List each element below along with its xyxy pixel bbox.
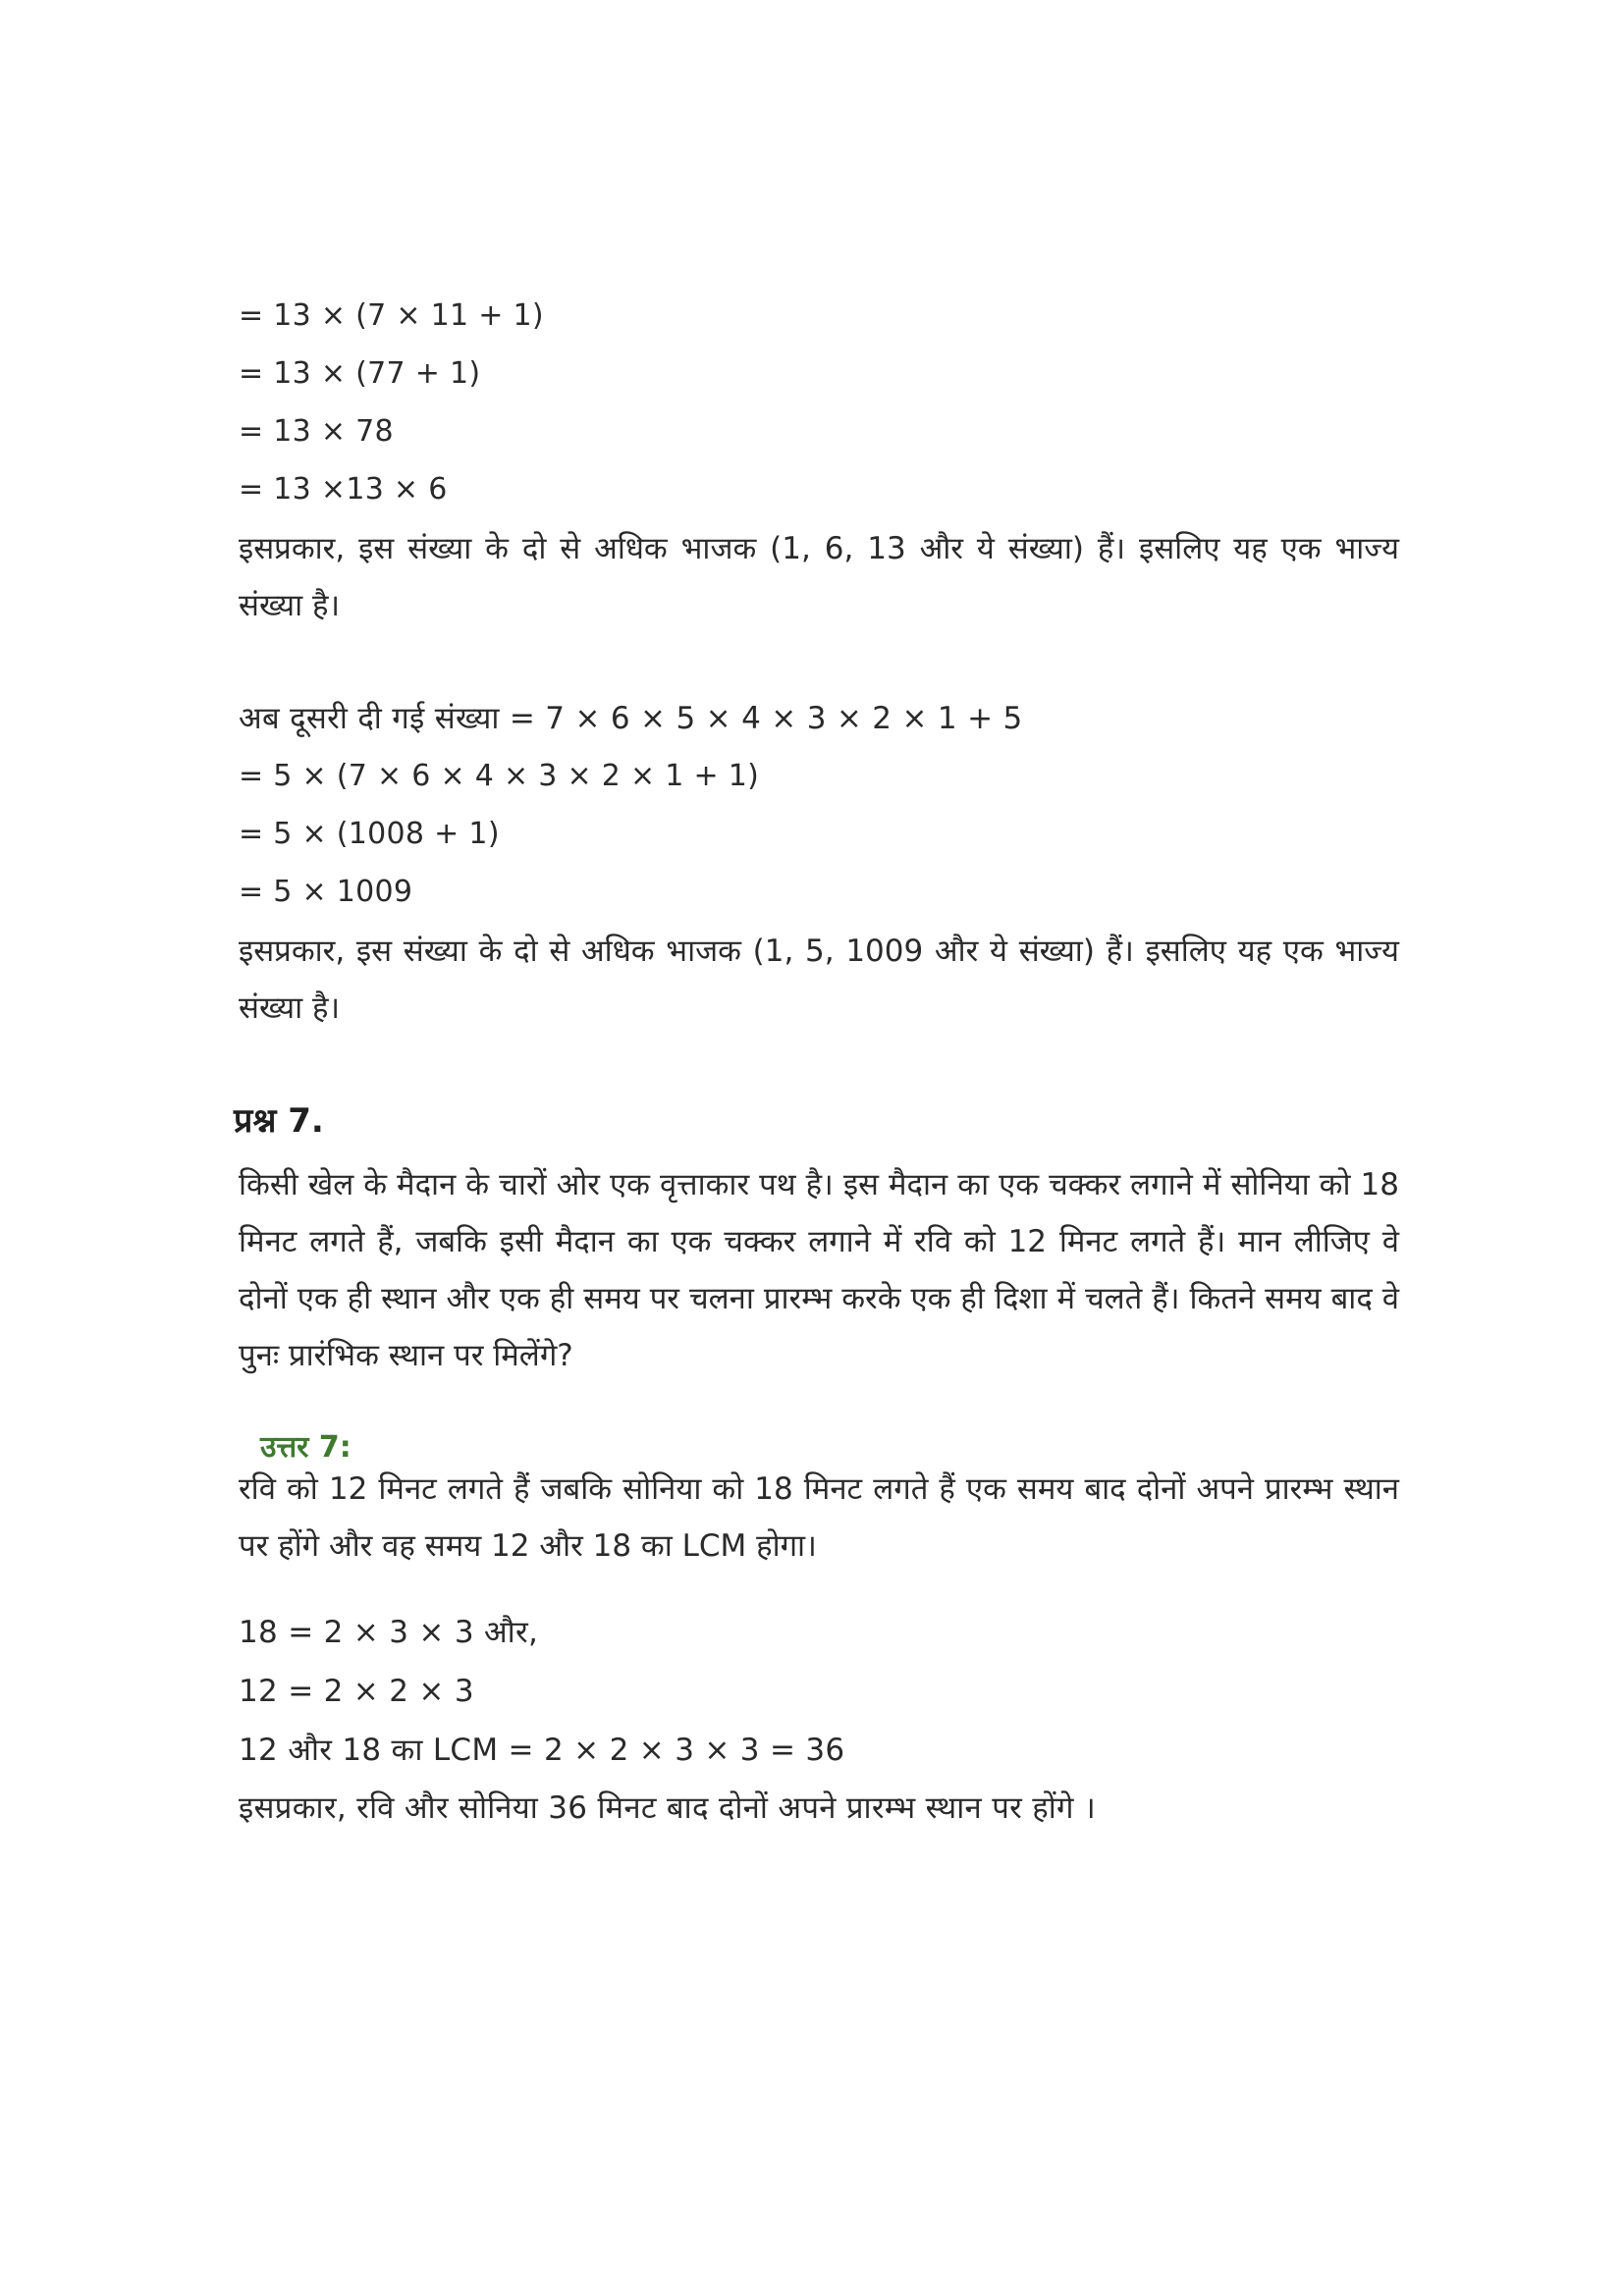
part1-conclusion: इसप्रकार, इस संख्या के दो से अधिक भाजक (1, 6, 13 और ये संख्या) हैं। इसलिए यह एक भाज्य संख्या है। (239, 531, 1399, 623)
part2-intro: अब दूसरी दी गई संख्या = 7 × 6 × 5 × 4 × 3 × 2 × 1 + 5 (239, 701, 1023, 736)
math-step: = 13 × 78 (239, 414, 394, 449)
math-step: = 5 × (1008 + 1) (239, 817, 500, 851)
math-step: = 13 ×13 × 6 (239, 472, 448, 507)
answer-step: 18 = 2 × 3 × 3 और, (239, 1615, 539, 1650)
answer-heading: उत्तर 7: (260, 1430, 352, 1465)
question-heading: प्रश्न 7. (234, 1101, 324, 1141)
answer-conclusion: इसप्रकार, रवि और सोनिया 36 मिनट बाद दोनों अपने प्रारम्भ स्थान पर होंगे । (239, 1790, 1097, 1826)
answer-step: 12 = 2 × 2 × 3 (239, 1674, 474, 1709)
math-step: = 5 × 1009 (239, 875, 413, 909)
answer-step: 12 और 18 का LCM = 2 × 2 × 3 × 3 = 36 (239, 1733, 845, 1768)
math-step: = 13 × (77 + 1) (239, 356, 481, 391)
answer-text: रवि को 12 मिनट लगते हैं जबकि सोनिया को 18 मिनट लगते हैं एक समय बाद दोनों अपने प्रारम्भ स्थान पर होंगे और वह समय 12 और 18 का LCM होगा। (239, 1471, 1399, 1564)
part2-conclusion: इसप्रकार, इस संख्या के दो से अधिक भाजक (1, 5, 1009 और ये संख्या) हैं। इसलिए यह एक भाज्य संख्या है। (239, 934, 1399, 1026)
math-step: = 5 × (7 × 6 × 4 × 3 × 2 × 1 + 1) (239, 759, 760, 793)
math-step: = 13 × (7 × 11 + 1) (239, 298, 544, 333)
question-text: किसी खेल के मैदान के चारों ओर एक वृत्ताकार पथ है। इस मैदान का एक चक्कर लगाने में सोनिया को 18 मिनट लगते हैं, जबकि इसी मैदान का एक चक्कर लगाने में रवि को 12 मिनट लगते हैं। मान लीजिए वे दोनों एक ही स्थान और एक ही समय पर चलना प्रारम्भ करके एक ही दिशा में चलते हैं। कितने समय बाद वे पुनः प्रारंभिक स्थान पर मिलेंगे? (239, 1167, 1399, 1373)
